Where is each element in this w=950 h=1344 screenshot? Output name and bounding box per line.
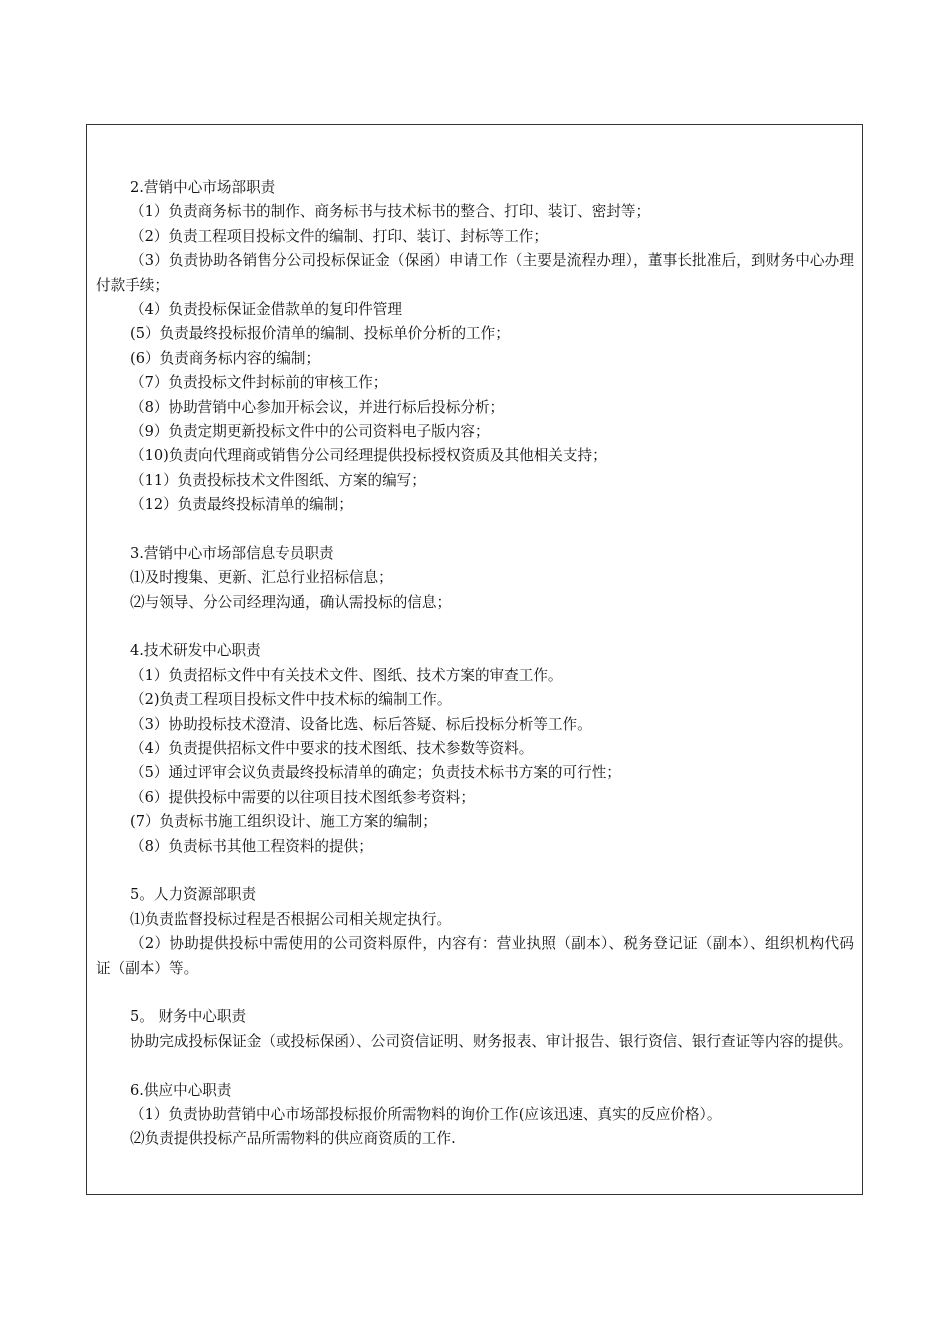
list-item: （1）负责商务标书的制作、商务标书与技术标书的整合、打印、装订、密封等；	[130, 203, 651, 221]
spacer	[96, 1054, 854, 1078]
list-item: （8）负责标书其他工程资料的提供；	[130, 837, 373, 855]
spacer	[96, 859, 854, 883]
list-item: ⑵负责提供投标产品所需物料的供应商资质的工作.	[130, 1130, 456, 1148]
section-heading: 4.技术研发中心职责	[130, 642, 261, 660]
list-item: （2)负责工程项目投标文件中技术标的编制工作。	[130, 691, 452, 709]
list-item: ⑵与领导、分公司经理沟通，确认需投标的信息；	[130, 593, 452, 611]
list-item: 协助完成投标保证金（或投标保函）、公司资信证明、财务报表、审计报告、银行资信、银行查证等内容的提供。	[130, 1032, 853, 1050]
list-item: （12）负责最终投标清单的编制；	[130, 496, 353, 514]
list-item: （2）协助提供投标中需使用的公司资料原件，内容有：营业执照（副本）、税务登记证（副本）、组织机构代码证（副本）等。	[96, 935, 854, 977]
spacer	[96, 615, 854, 639]
spacer	[96, 981, 854, 1005]
spacer	[96, 518, 854, 542]
list-item: （2）负责工程项目投标文件的编制、打印、装订、封标等工作；	[130, 227, 548, 245]
list-item: （8）协助营销中心参加开标会议，并进行标后投标分析；	[130, 398, 505, 416]
list-item: ⑴负责监督投标过程是否根据公司相关规定执行。	[130, 910, 452, 928]
list-item: （4）负责投标保证金借款单的复印件管理	[130, 300, 402, 318]
list-item: （3）负责协助各销售分公司投标保证金（保函）申请工作（主要是流程办理），董事长批准后，到财务中心办理付款手续；	[96, 252, 854, 294]
list-item: （6）提供投标中需要的以往项目技术图纸参考资料；	[130, 788, 475, 806]
section-heading: 3.营销中心市场部信息专员职责	[130, 544, 334, 562]
document-body	[96, 176, 854, 1152]
list-item: （10)负责向代理商或销售分公司经理提供投标授权资质及其他相关支持；	[130, 447, 607, 465]
section-heading: 2.营销中心市场部职责	[130, 179, 276, 196]
list-item: （3）协助投标技术澄清、设备比选、标后答疑、标后投标分析等工作。	[130, 715, 592, 733]
section-heading: 5。 财务中心职责	[130, 1008, 247, 1026]
section-heading: 6.供应中心职责	[130, 1081, 232, 1099]
list-item: ⑴及时搜集、更新、汇总行业招标信息；	[130, 569, 393, 587]
list-item: （4）负责提供招标文件中要求的技术图纸、技术参数等资料。	[130, 740, 534, 758]
list-item: (6）负责商务标内容的编制；	[130, 349, 321, 367]
list-item: （11）负责投标技术文件图纸、方案的编写；	[130, 471, 426, 489]
list-item: （7）负责投标文件封标前的审核工作；	[130, 374, 388, 392]
list-item: (5）负责最终投标报价清单的编制、投标单价分析的工作；	[130, 325, 510, 343]
list-item: （1）负责招标文件中有关技术文件、图纸、技术方案的审查工作。	[130, 666, 563, 684]
list-item: （1）负责协助营销中心市场部投标报价所需物料的询价工作(应该迅速、真实的反应价格）。	[130, 1105, 722, 1123]
list-item: （9）负责定期更新投标文件中的公司资料电子版内容；	[130, 422, 490, 440]
list-item: （5）通过评审会议负责最终投标清单的确定；负责技术标书方案的可行性；	[130, 764, 621, 782]
list-item: (7）负责标书施工组织设计、施工方案的编制；	[130, 813, 437, 831]
section-heading: 5。人力资源部职责	[130, 886, 257, 904]
